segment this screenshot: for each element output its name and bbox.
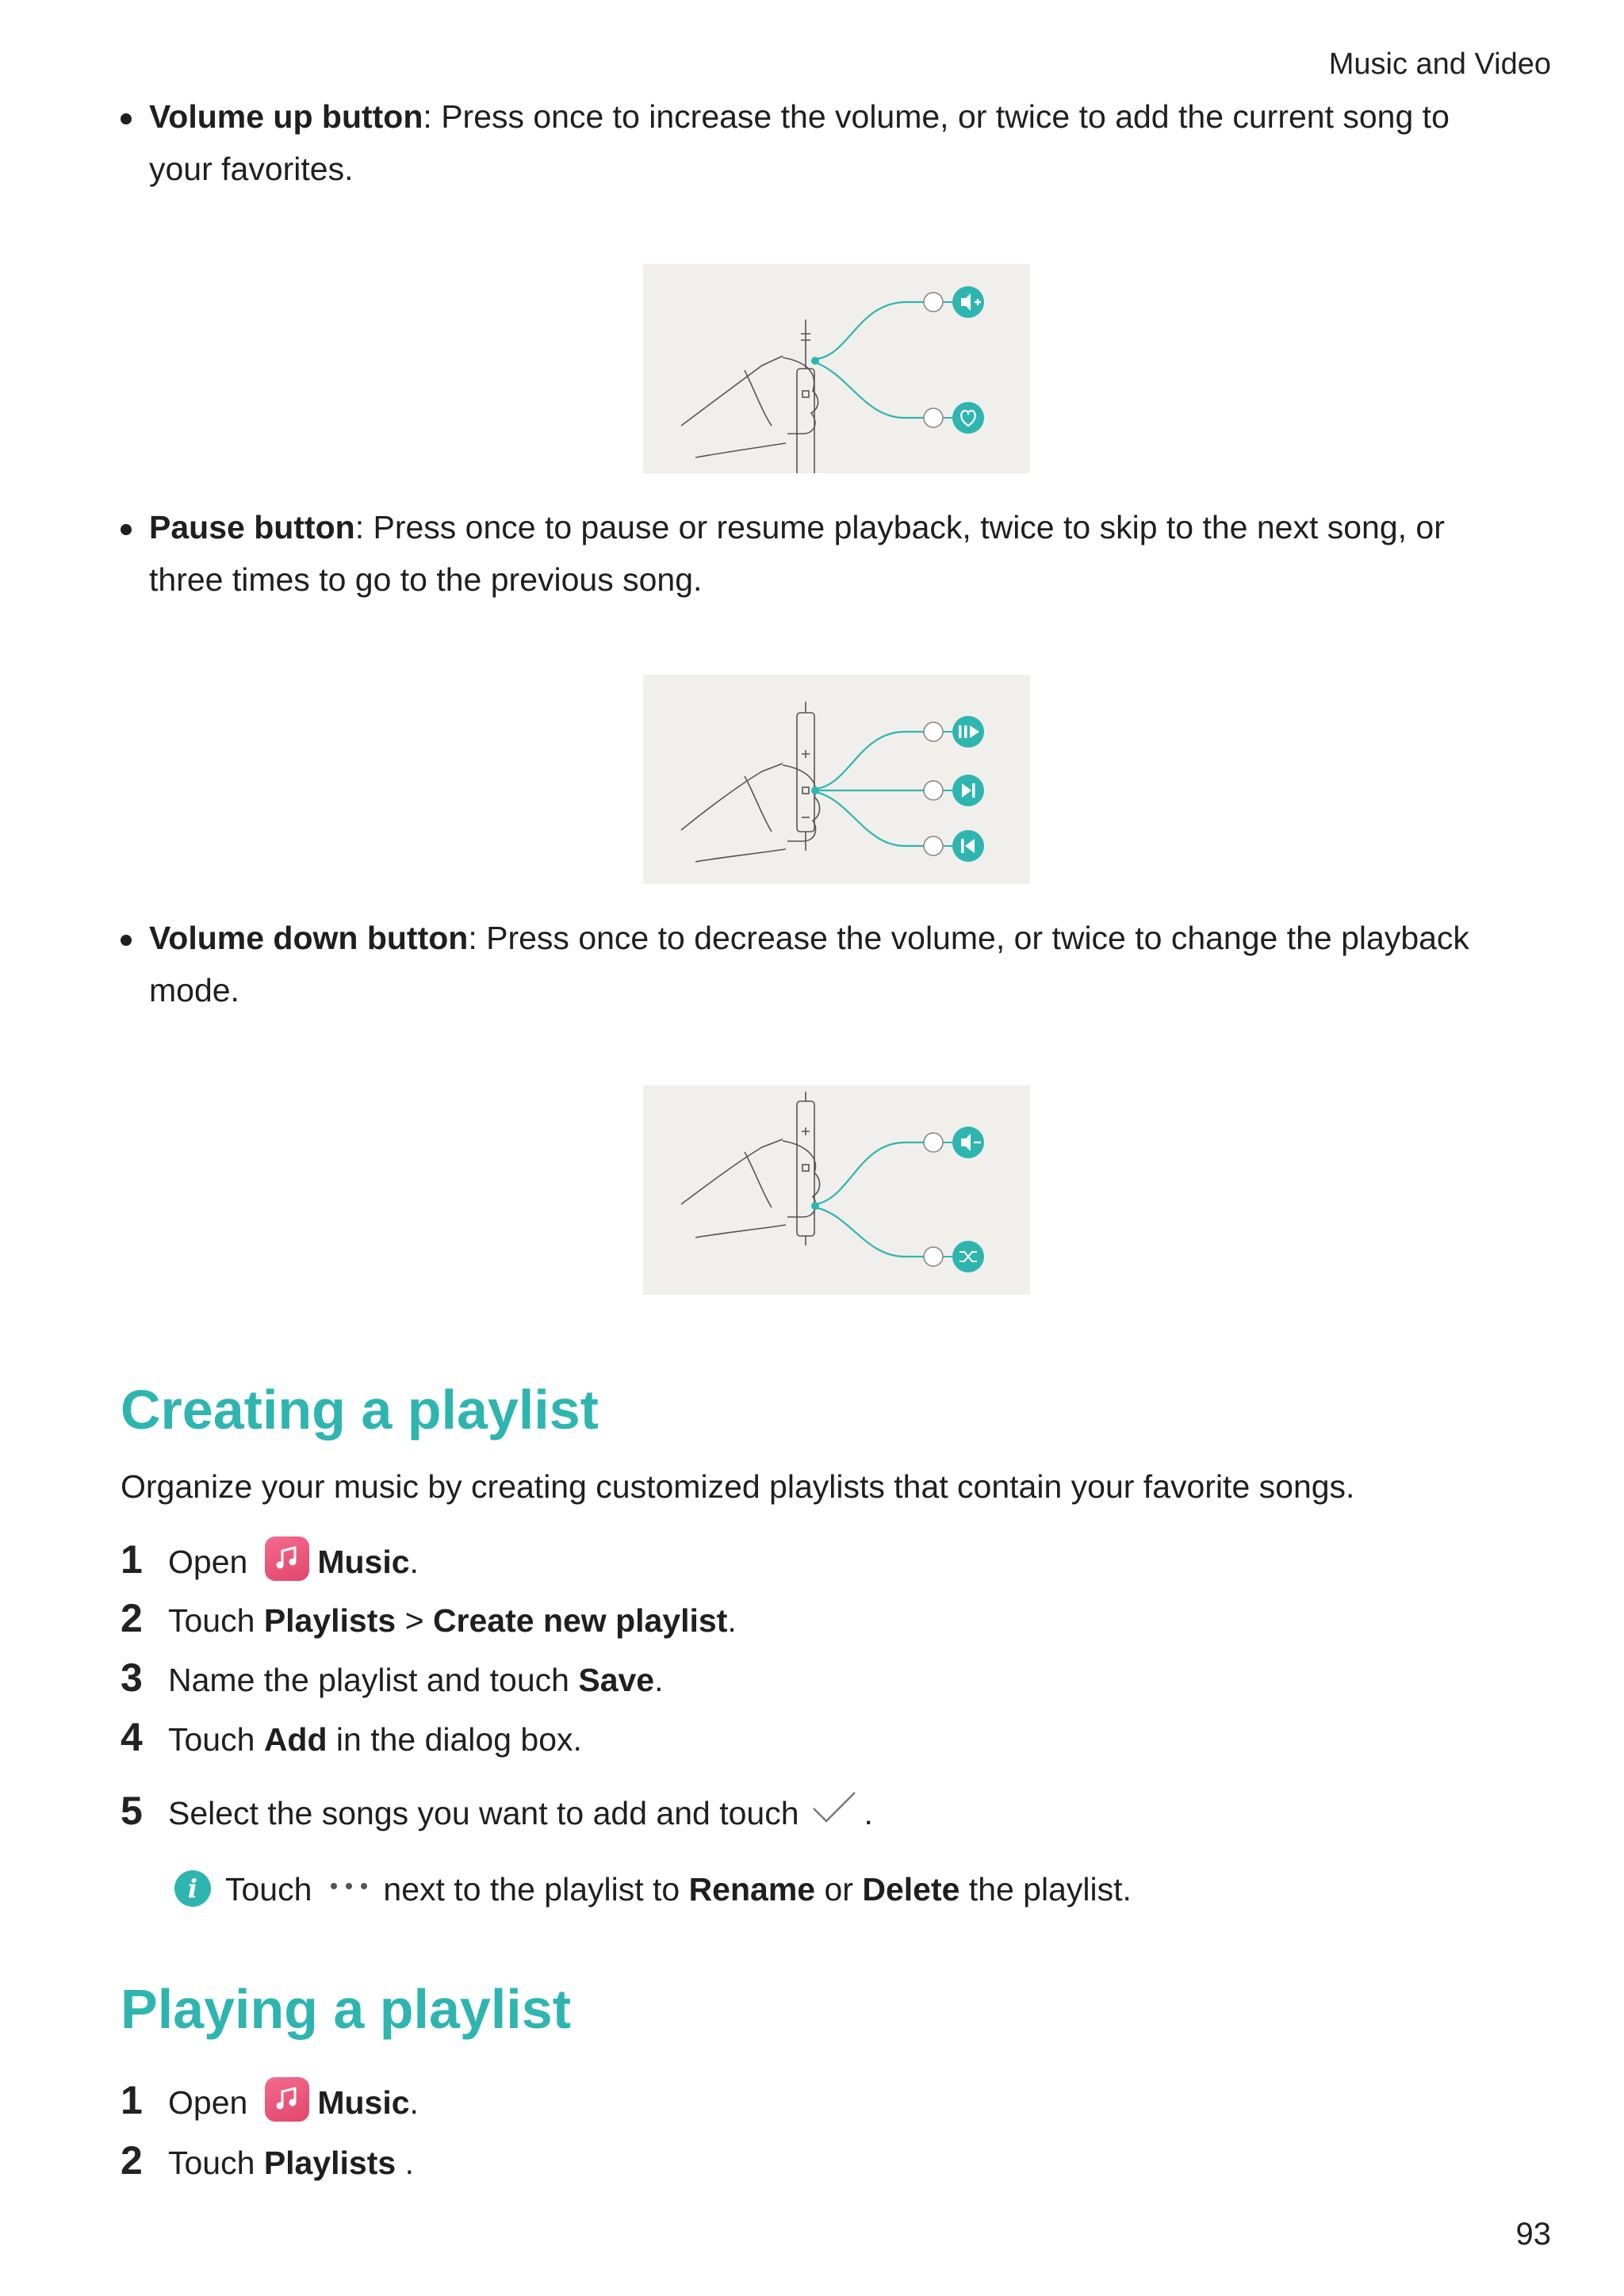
touch-once-icon	[924, 1133, 943, 1152]
section-title-creating: Creating a playlist	[121, 1379, 599, 1441]
play-step-1: 1 Open Music.	[121, 2078, 419, 2122]
bullet-dot	[121, 113, 132, 124]
bullet-dot	[121, 935, 132, 946]
step-1: 1 Open Music.	[121, 1537, 419, 1582]
bullet-term: Pause button	[149, 509, 355, 545]
menu-create-new-playlist: Create new playlist	[432, 1602, 728, 1639]
app-name: Music	[317, 1544, 410, 1580]
delete-label: Delete	[862, 1871, 960, 1908]
step-3: 3 Name the playlist and touch Save.	[121, 1655, 664, 1700]
touch-three-times-icon	[924, 836, 943, 855]
page-header: Music and Video	[1328, 48, 1551, 81]
step-5: 5 Select the songs you want to add and touch .	[121, 1788, 873, 1835]
figure-pause	[643, 675, 1030, 884]
note-text: Touch	[225, 1871, 312, 1908]
bullet-desc: : Press once to decrease the volume, or twice to change the playback mode.	[149, 920, 1469, 1008]
music-app-icon	[265, 2077, 309, 2122]
menu-playlists: Playlists	[263, 1602, 396, 1639]
checkmark-icon	[810, 1789, 858, 1835]
section-intro: Organize your music by creating customized playlists that contain your favorite songs.	[121, 1468, 1355, 1505]
app-name: Music	[317, 2084, 410, 2121]
step-number: 5	[121, 1789, 143, 1833]
step-number: 2	[121, 2138, 143, 2183]
music-app-icon	[265, 1536, 309, 1581]
step-number: 1	[121, 1537, 143, 1582]
bullet-volume-down	[121, 912, 1516, 1016]
bullet-term: Volume down button	[149, 920, 469, 956]
figure-volume-up	[643, 264, 1030, 473]
page-number: 93	[1515, 2217, 1551, 2252]
step-text: Touch	[168, 2145, 264, 2181]
tip-note: i Touch next to the playlist to Rename or Delete the playlist.	[174, 1862, 1132, 1908]
bullet-volume-up	[121, 90, 1516, 195]
save-label: Save	[578, 1662, 655, 1698]
add-label: Add	[263, 1721, 327, 1758]
step-text: Name the playlist and touch	[168, 1662, 579, 1698]
headset-remote-illustration	[643, 1085, 1030, 1295]
more-options-icon	[329, 1862, 369, 1899]
headset-remote-illustration	[643, 675, 1030, 884]
figure-volume-down	[643, 1085, 1030, 1295]
section-title-playing: Playing a playlist	[121, 1978, 571, 2040]
bullet-desc: : Press once to pause or resume playback, twice to skip to the next song, or three times to go to the previous song.	[149, 509, 1445, 598]
bullet-term: Volume up button	[149, 98, 423, 135]
heart-icon	[952, 402, 984, 434]
step-number: 1	[121, 2078, 143, 2122]
touch-twice-icon	[924, 781, 943, 800]
headset-remote-illustration	[643, 264, 1030, 473]
touch-twice-icon	[924, 1247, 943, 1266]
step-text: Open	[168, 1544, 248, 1580]
step-text: Touch	[168, 1602, 264, 1639]
play-step-2: 2 Touch Playlists .	[121, 2138, 414, 2183]
menu-playlists: Playlists	[263, 2145, 396, 2181]
touch-twice-icon	[924, 408, 943, 427]
step-text: Open	[168, 2084, 248, 2121]
bullet-pause	[121, 501, 1516, 606]
step-number: 2	[121, 1596, 143, 1640]
touch-once-icon	[924, 293, 943, 312]
step-text: Touch	[168, 1721, 264, 1758]
info-icon: i	[174, 1870, 211, 1907]
step-number: 3	[121, 1655, 143, 1700]
step-4: 4 Touch Add in the dialog box.	[121, 1715, 582, 1759]
bullet-desc: : Press once to increase the volume, or twice to add the current song to your favorites.	[149, 98, 1450, 187]
rename-label: Rename	[688, 1871, 816, 1908]
step-number: 4	[121, 1715, 143, 1759]
touch-once-icon	[924, 722, 943, 741]
step-2: 2 Touch Playlists > Create new playlist.	[121, 1596, 737, 1640]
step-text: Select the songs you want to add and touch	[168, 1795, 799, 1831]
bullet-dot	[121, 524, 132, 535]
